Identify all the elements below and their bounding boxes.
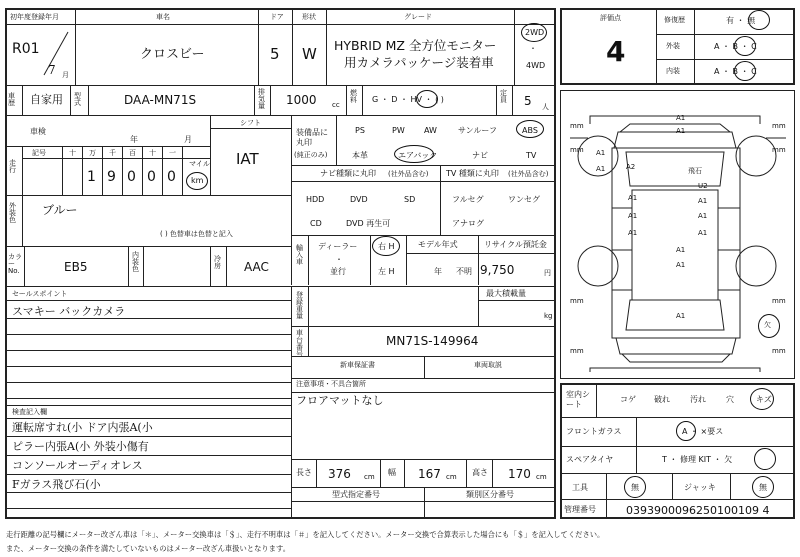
model-year-unknown: 不明 bbox=[456, 267, 472, 276]
first-reg-era: R01 bbox=[12, 41, 40, 57]
nav-item: CD bbox=[310, 219, 322, 228]
tools-value: 無 bbox=[631, 483, 639, 492]
mm-mark: mm bbox=[570, 122, 584, 130]
repair-options: 有 ・ 無 bbox=[726, 16, 756, 25]
damage-mark: A1 bbox=[628, 229, 638, 237]
jack-value: 無 bbox=[759, 483, 767, 492]
nav-sub: (社外品含む) bbox=[388, 170, 429, 178]
recycle-label: リサイクル預託金 bbox=[484, 240, 547, 249]
notes-label: 注意事項・不具合箇所 bbox=[296, 380, 366, 388]
import-right: 右 H bbox=[378, 242, 395, 251]
sales-point-label: セールスポイント bbox=[12, 290, 68, 298]
jack-circle bbox=[752, 476, 774, 498]
score-label: 評価点 bbox=[600, 14, 621, 22]
mm-mark: mm bbox=[570, 347, 584, 355]
right-hand-circle bbox=[372, 236, 400, 256]
model-label: 型式 bbox=[74, 92, 81, 107]
ruled-line bbox=[5, 334, 291, 335]
weight-unit: kg bbox=[544, 312, 553, 320]
damage-mark: A1 bbox=[676, 312, 686, 320]
damage-mark: A1 bbox=[698, 212, 708, 220]
notes-text: フロアマットなし bbox=[296, 394, 384, 407]
ruled-line bbox=[5, 474, 291, 475]
equipment-item: 本革 bbox=[352, 151, 368, 160]
mileage-digit-label: 十 bbox=[149, 149, 156, 157]
door-count: 5 bbox=[270, 45, 280, 63]
tv-sub: (社外品含む) bbox=[508, 170, 549, 178]
mileage-digit-label: 一 bbox=[169, 149, 176, 157]
exterior-circle bbox=[734, 36, 756, 56]
damage-mark: A1 bbox=[596, 165, 606, 173]
mileage-cell-divider bbox=[122, 146, 123, 195]
mm-mark: mm bbox=[772, 146, 786, 154]
interior-color-label: 内装色 bbox=[132, 251, 139, 273]
mm-mark: mm bbox=[772, 297, 786, 305]
score-value: 4 bbox=[606, 35, 626, 68]
model-year-unit: 年 bbox=[434, 267, 442, 276]
mm-mark: mm bbox=[772, 122, 786, 130]
ruled-line bbox=[5, 455, 291, 456]
car-name-label: 車名 bbox=[156, 13, 170, 21]
recycle-value: 9,750 bbox=[480, 263, 515, 277]
height-value: 170 bbox=[508, 467, 531, 481]
width-unit: cm bbox=[446, 473, 457, 481]
capacity-label: 定員 bbox=[500, 89, 507, 104]
mileage-digit: 0 bbox=[147, 169, 156, 185]
tools-circle bbox=[624, 476, 646, 498]
month-unit: 月 bbox=[62, 71, 69, 79]
mileage-cell-divider bbox=[142, 146, 143, 195]
damage-mark: A1 bbox=[676, 261, 686, 269]
grade-line1: HYBRID MZ 全方位モニター bbox=[334, 38, 497, 53]
equipment-item: PS bbox=[355, 126, 365, 135]
manual-label: 車両取説 bbox=[474, 361, 502, 369]
model-year-label: モデル年式 bbox=[418, 240, 458, 249]
damage-mark: U2 bbox=[698, 182, 708, 190]
import-label: 輸入車 bbox=[296, 244, 303, 266]
damage-mark: A1 bbox=[676, 246, 686, 254]
recycle-unit: 円 bbox=[544, 269, 551, 277]
drive-2wd: 2WD bbox=[525, 28, 545, 37]
car-name: クロスビー bbox=[140, 47, 205, 62]
mileage-digit: 1 bbox=[87, 169, 96, 185]
inspector-note: 運転席すれ(小 ドア内張A(小 bbox=[12, 421, 153, 434]
displacement-value: 1000 bbox=[286, 93, 317, 107]
equipment-item: エアバック bbox=[398, 151, 438, 160]
grade-label: グレード bbox=[404, 13, 432, 21]
model-value: DAA-MN71S bbox=[124, 93, 197, 107]
spare-circle bbox=[754, 448, 776, 470]
interior-options: A ・ B ・ C bbox=[714, 67, 757, 76]
damage-mark: A1 bbox=[698, 197, 708, 205]
drive-sep: ・ bbox=[529, 44, 537, 53]
first-reg-label: 初年度登録年月 bbox=[10, 13, 59, 21]
color-no-label: カラーNo. bbox=[8, 253, 22, 275]
mileage-label: 走行 bbox=[9, 159, 16, 174]
interior-label: 内装 bbox=[666, 67, 680, 75]
ruled-line bbox=[5, 398, 291, 399]
seat-option: 汚れ bbox=[690, 395, 706, 404]
glass-options: A ・ ×要ス bbox=[682, 427, 724, 436]
equipment-item: AW bbox=[424, 126, 437, 135]
color-note: ( ) 色替車は色替と記入 bbox=[160, 230, 233, 238]
mileage-cell-divider bbox=[102, 146, 103, 195]
import-dot: ・ bbox=[335, 255, 343, 264]
exterior-options: A ・ B ・ C bbox=[714, 42, 757, 51]
equipment-item: サンルーフ bbox=[458, 126, 497, 135]
mgmt-value: 0393900096250100109 4 bbox=[626, 504, 770, 517]
tv-item: ワンセグ bbox=[508, 195, 540, 204]
ac-label: 冷房 bbox=[214, 255, 221, 270]
footer-line1: 走行距離の記号欄にメーター改ざん車は「＊」、メーター交換車は「＄」、走行不明車は「＃」を記入してください。メーター交換で合算表示した場合にも「＄」を記入してください。 bbox=[6, 530, 605, 539]
width-label: 幅 bbox=[388, 468, 396, 477]
mileage-digit: 0 bbox=[167, 169, 176, 185]
damage-mark: A1 bbox=[698, 229, 708, 237]
equipment-sub: (純正のみ) bbox=[294, 151, 328, 159]
tools-label: 工具 bbox=[572, 483, 588, 492]
fuel-hv-circle bbox=[416, 90, 438, 108]
tv-item: フルセグ bbox=[452, 195, 484, 204]
use-label: 車歴 bbox=[8, 92, 15, 107]
mileage-cell-divider bbox=[162, 146, 163, 195]
shift-value: IAT bbox=[236, 150, 259, 168]
mileage-digit-label: 百 bbox=[129, 149, 136, 157]
seat-option: 破れ bbox=[654, 395, 670, 404]
damage-mark: A1 bbox=[628, 194, 638, 202]
inspector-note: Fガラス飛び石(小 bbox=[12, 478, 101, 491]
damage-mark: A1 bbox=[676, 114, 686, 122]
seat-option: キズ bbox=[756, 395, 772, 404]
equipment-item: TV bbox=[526, 151, 537, 160]
grade-line2: 用カメラパッケージ装着車 bbox=[344, 55, 494, 70]
color-value: ブルー bbox=[42, 203, 78, 217]
glass-circle bbox=[676, 421, 696, 441]
color-label: 外装色 bbox=[9, 202, 16, 224]
inspector-note: コンソールオーディオレス bbox=[12, 459, 143, 472]
mileage-digit: 0 bbox=[127, 169, 136, 185]
jack-label: ジャッキ bbox=[684, 483, 716, 492]
abs-circle bbox=[516, 120, 544, 138]
inspector-label: 検査記入欄 bbox=[12, 408, 47, 416]
damage-mark: A1 bbox=[676, 127, 686, 135]
capacity-unit: 人 bbox=[542, 103, 549, 111]
height-unit: cm bbox=[536, 473, 547, 481]
seat-option: コゲ bbox=[620, 395, 636, 404]
chassis-label: 車台番号 bbox=[296, 329, 303, 358]
ruled-line bbox=[5, 318, 291, 319]
class-number-label: 類別区分番号 bbox=[466, 490, 514, 499]
nav-item: SD bbox=[404, 195, 416, 204]
shaken-month-unit: 月 bbox=[184, 135, 192, 144]
import-dealer: ディーラー bbox=[318, 242, 358, 251]
warranty-label: 新車保証書 bbox=[340, 361, 375, 369]
tv-item: アナログ bbox=[452, 219, 484, 228]
mm-mark: mm bbox=[772, 347, 786, 355]
exterior-label: 外装 bbox=[666, 42, 680, 50]
max-load-label: 最大積載量 bbox=[486, 289, 526, 298]
nav-item: DVD 再生可 bbox=[346, 219, 391, 228]
length-unit: cm bbox=[364, 473, 375, 481]
height-label: 高さ bbox=[472, 468, 488, 477]
mm-mark: mm bbox=[570, 146, 584, 154]
equipment-item: PW bbox=[392, 126, 405, 135]
use-value: 自家用 bbox=[30, 93, 63, 106]
shaken-year-unit: 年 bbox=[130, 135, 138, 144]
ac-value: AAC bbox=[244, 260, 269, 274]
displacement-label: 排気量 bbox=[258, 88, 265, 110]
door-label: ドア bbox=[270, 13, 284, 21]
mileage-mark-label: 記号 bbox=[32, 149, 46, 157]
tv-label: TV 種類に丸印 bbox=[446, 169, 499, 178]
chassis-value: MN71S-149964 bbox=[386, 334, 479, 348]
mileage-digit-label: 十 bbox=[69, 149, 76, 157]
airbag-circle bbox=[394, 145, 434, 163]
import-parallel: 並行 bbox=[330, 267, 346, 276]
seat-circle bbox=[750, 388, 774, 410]
interior-circle bbox=[734, 61, 756, 81]
equipment-item: ナビ bbox=[472, 151, 488, 160]
missing-mark-circle bbox=[758, 314, 780, 338]
equipment-label: 装備品に丸印 bbox=[296, 128, 328, 148]
type-number-label: 型式指定番号 bbox=[332, 490, 380, 499]
displacement-unit: cc bbox=[332, 101, 340, 109]
nav-label: ナビ種類に丸印 bbox=[320, 169, 376, 178]
nav-item: DVD bbox=[350, 195, 368, 204]
shape-label: 形状 bbox=[302, 13, 316, 21]
mm-mark: mm bbox=[570, 297, 584, 305]
drive-4wd: 4WD bbox=[526, 61, 546, 70]
footer-line2: また、メーター交換の条件を満たしていないものはメーター改ざん車扱いとなります。 bbox=[6, 544, 290, 553]
drive-2wd-circle bbox=[521, 23, 547, 42]
first-reg-month: 7 bbox=[48, 63, 56, 77]
repair-label: 修復歴 bbox=[664, 16, 685, 24]
inspector-note: ピラー内張A(小 外装小傷有 bbox=[12, 440, 149, 453]
glass-label: フロントガラス bbox=[566, 427, 622, 436]
mileage-unit-km: km bbox=[191, 176, 204, 185]
weight-label: 登録重量 bbox=[296, 291, 303, 320]
shift-label: シフト bbox=[240, 119, 261, 127]
damage-mark: 欠 bbox=[764, 321, 771, 329]
seat-option: 穴 bbox=[726, 395, 734, 404]
ruled-line bbox=[5, 508, 291, 509]
capacity-value: 5 bbox=[524, 94, 532, 108]
mileage-digit: 9 bbox=[107, 169, 116, 185]
ruled-line bbox=[5, 492, 291, 493]
ruled-line bbox=[5, 350, 291, 351]
width-value: 167 bbox=[418, 467, 441, 481]
mileage-digit-label: 千 bbox=[109, 149, 116, 157]
nav-item: HDD bbox=[306, 195, 325, 204]
length-label: 長さ bbox=[296, 468, 312, 477]
color-no: EB5 bbox=[64, 260, 88, 274]
mileage-cell-divider bbox=[182, 146, 183, 195]
seat-label: 室内シート bbox=[566, 390, 590, 410]
body-shape: W bbox=[302, 45, 317, 63]
damage-mark: A2 bbox=[626, 163, 636, 171]
length-value: 376 bbox=[328, 467, 351, 481]
sales-point-text: スマキー バックカメラ bbox=[12, 305, 126, 318]
mileage-cell-divider bbox=[62, 146, 63, 195]
fuel-label: 燃料 bbox=[350, 89, 357, 104]
equipment-item: ABS bbox=[522, 126, 538, 135]
damage-mark: 飛石 bbox=[688, 167, 702, 175]
mileage-km-circle bbox=[186, 172, 208, 190]
mileage-digit-label: 万 bbox=[89, 149, 96, 157]
spare-options: T ・ 修理 KIT ・ 欠 bbox=[662, 455, 733, 464]
ruled-line bbox=[5, 436, 291, 437]
mgmt-label: 管理番号 bbox=[564, 505, 596, 514]
shaken-label: 車検 bbox=[30, 127, 46, 136]
repair-circle bbox=[748, 10, 770, 30]
import-left: 左 H bbox=[378, 267, 395, 276]
damage-mark: A1 bbox=[628, 212, 638, 220]
damage-mark: A1 bbox=[596, 149, 606, 157]
ruled-line bbox=[5, 366, 291, 367]
mileage-unit-mile: マイル bbox=[189, 160, 210, 168]
spare-label: スペアタイヤ bbox=[566, 455, 614, 464]
mileage-cell-divider bbox=[82, 146, 83, 195]
fuel-options: G ・ D ・ HV ・ ( ) bbox=[372, 95, 444, 104]
ruled-line bbox=[5, 382, 291, 383]
